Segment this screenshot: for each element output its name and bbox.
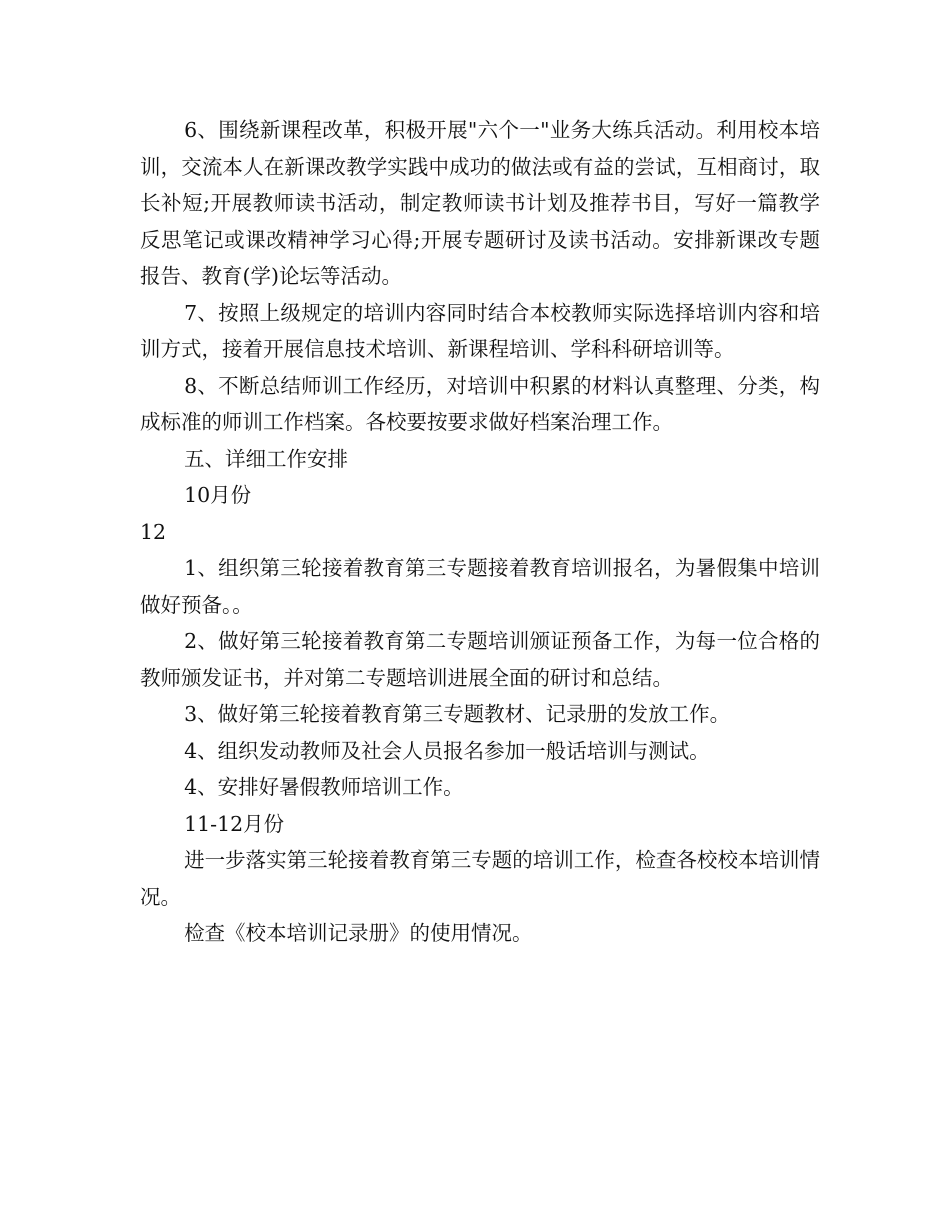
section-heading-work-schedule: 五、详细工作安排 (184, 446, 349, 471)
schedule-item-3: 3、做好第三轮接着教育第三专题教材、记录册的发放工作。 (184, 702, 731, 726)
paragraph-item-7: 7、按照上级规定的培训内容同时结合本校教师实际选择培训内容和培训方式，接着开展信息技术培训、新课程培训、学科科研培训等。 (140, 300, 820, 361)
schedule-item-1: 1、组织第三轮接着教育第三专题接着教育培训报名，为暑假集中培训做好预备。。 (140, 556, 820, 617)
document-body (140, 112, 820, 952)
schedule-item-4b: 4、安排好暑假教师培训工作。 (184, 775, 464, 799)
paragraph-item-8: 8、不断总结师训工作经历，对培训中积累的材料认真整理、分类，构成标准的师训工作档案。各校要按要求做好档案治理工作。 (140, 373, 820, 434)
page-number-marker: 12 (140, 519, 167, 544)
month-heading-october: 10月份 (184, 483, 252, 507)
schedule-paragraph-implementation: 进一步落实第三轮接着教育第三专题的培训工作，检查各校校本培训情况。 (140, 848, 820, 909)
schedule-paragraph-check-record: 检查《校本培训记录册》的使用情况。 (184, 921, 533, 945)
schedule-item-2: 2、做好第三轮接着教育第二专题培训颁证预备工作，为每一位合格的教师颁发证书，并对第二专题培训进展全面的研讨和总结。 (140, 629, 820, 690)
month-heading-november-december: 11-12月份 (184, 811, 285, 836)
schedule-item-4a: 4、组织发动教师及社会人员报名参加一般话培训与测试。 (184, 738, 710, 763)
paragraph-item-6: 6、围绕新课程改革，积极开展"六个一"业务大练兵活动。利用校本培训，交流本人在新课改教学实践中成功的做法或有益的尝试，互相商讨，取长补短;开展教师读书活动，制定教师读书计划及推荐书目，写好一篇教学反思笔记或课改精神学习心得;开展专题研讨及读书活动。安排新课改专题报告、教育(学)论坛等活动。 (140, 118, 820, 288)
